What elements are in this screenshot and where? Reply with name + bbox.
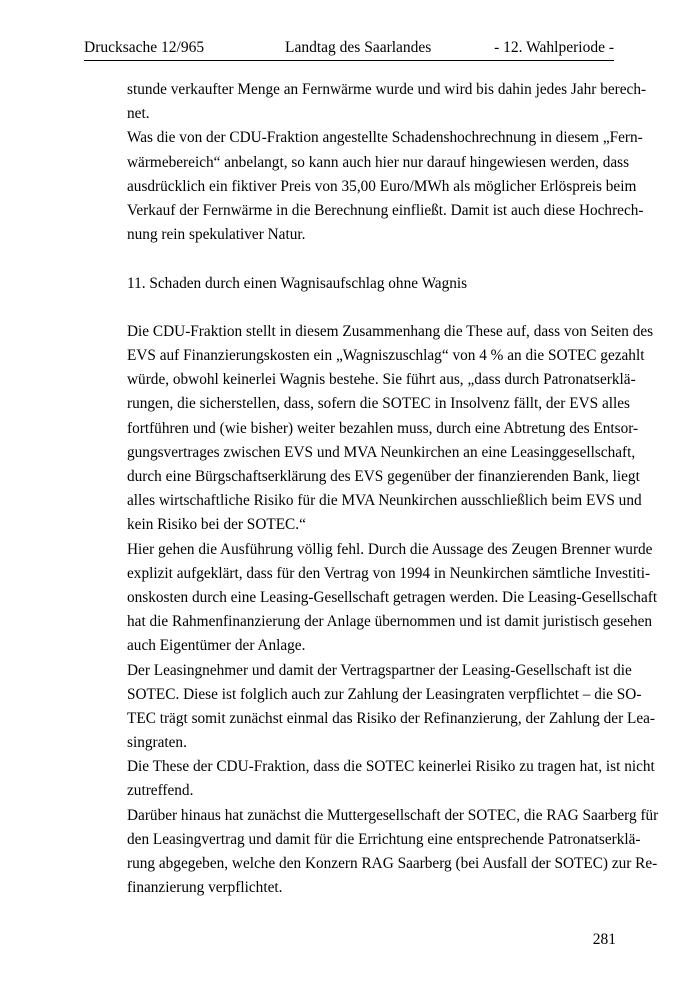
page-number: 281 [592,931,616,948]
text-line: onskosten durch eine Leasing-Gesellschaft getragen werden. Die Leasing-Gesellschaft [127,588,658,606]
page-header [84,38,614,61]
header-document-number: Drucksache 12/965 [84,39,205,56]
header-parliament: Landtag des Saarlandes [285,39,432,56]
text-line: durch eine Bürgschaftserklärung des EVS gegenüber der finanzierenden Bank, liegt [127,468,640,485]
text-line: SOTEC. Diese ist folglich auch zur Zahlung der Leasingraten verpflichtet – die SO- [127,685,642,703]
text-line: EVS auf Finanzierungskosten ein „Wagniszuschlag“ von 4 % an die SOTEC gezahlt [127,347,645,365]
text-line: Hier gehen die Ausführung völlig fehl. Durch die Aussage des Zeugen Brenner wurde [127,540,653,558]
document-body [127,78,659,900]
text-line: zutreffend. [127,782,194,800]
text-line: rungen, die sicherstellen, dass, sofern die SOTEC in Insolvenz fällt, der EVS alles [127,395,630,413]
text-line: explizit aufgeklärt, dass für den Vertrag von 1994 in Neunkirchen sämtliche Investiti- [127,564,651,582]
text-line: stunde verkaufter Menge an Fernwärme wurde und wird bis dahin jedes Jahr berech- [127,81,647,98]
text-line: wärmebereich“ anbelangt, so kann auch hier nur darauf hingewiesen werden, dass [127,153,630,171]
text-line: Die CDU-Fraktion stellt in diesem Zusammenhang die These auf, dass von Seiten des [127,322,654,340]
text-line: ausdrücklich ein fiktiver Preis von 35,00 Euro/MWh als möglicher Erlöspreis beim [127,177,637,195]
text-line: Darüber hinaus hat zunächst die Muttergesellschaft der SOTEC, die RAG Saarberg für [127,806,659,824]
text-line: net. [127,105,150,123]
text-line: 11. Schaden durch einen Wagnisaufschlag ohne Wagnis [127,274,468,292]
text-line: TEC trägt somit zunächst einmal das Risiko der Refinanzierung, der Zahlung der Lea- [127,709,656,727]
text-line: kein Risiko bei der SOTEC.“ [127,516,306,534]
text-line: Verkauf der Fernwärme in die Berechnung einfließt. Damit ist auch diese Hochrech- [127,201,644,219]
blank-line [127,296,617,320]
text-line: auch Eigentümer der Anlage. [127,637,306,655]
text-line: fortführen und (wie bisher) weiter bezahlen muss, durch eine Abtretung des Entsor- [127,419,639,437]
text-line: Der Leasingnehmer und damit der Vertragspartner der Leasing-Gesellschaft ist die [127,661,632,679]
text-line: hat die Rahmenfinanzierung der Anlage übernommen und ist damit juristisch gesehen [127,613,653,631]
text-line: würde, obwohl keinerlei Wagnis bestehe. Sie führt aus, „dass durch Patronatserklä- [127,371,636,389]
text-line: alles wirtschaftliche Risiko für die MVA Neunkirchen ausschließlich beim EVS und [127,492,642,510]
blank-line [127,247,617,271]
text-line: singraten. [127,734,187,752]
text-line: rung abgegeben, welche den Konzern RAG Saarberg (bei Ausfall der SOTEC) zur Re- [127,855,658,872]
text-line: nung rein spekulativer Natur. [127,226,306,244]
text-line: den Leasingvertrag und damit für die Errichtung eine entsprechende Patronatserklä- [127,830,641,848]
text-line: gungsvertrages zwischen EVS und MVA Neunkirchen an eine Leasinggesellschaft, [127,443,636,461]
header-legislative-period: - 12. Wahlperiode - [494,39,614,56]
text-line: Die These der CDU-Fraktion, dass die SOTEC keinerlei Risiko zu tragen hat, ist nicht [127,758,655,776]
text-line: finanzierung verpflichtet. [127,879,283,897]
text-line: Was die von der CDU-Fraktion angestellte Schadenshochrechnung in diesem „Fern- [127,129,643,147]
